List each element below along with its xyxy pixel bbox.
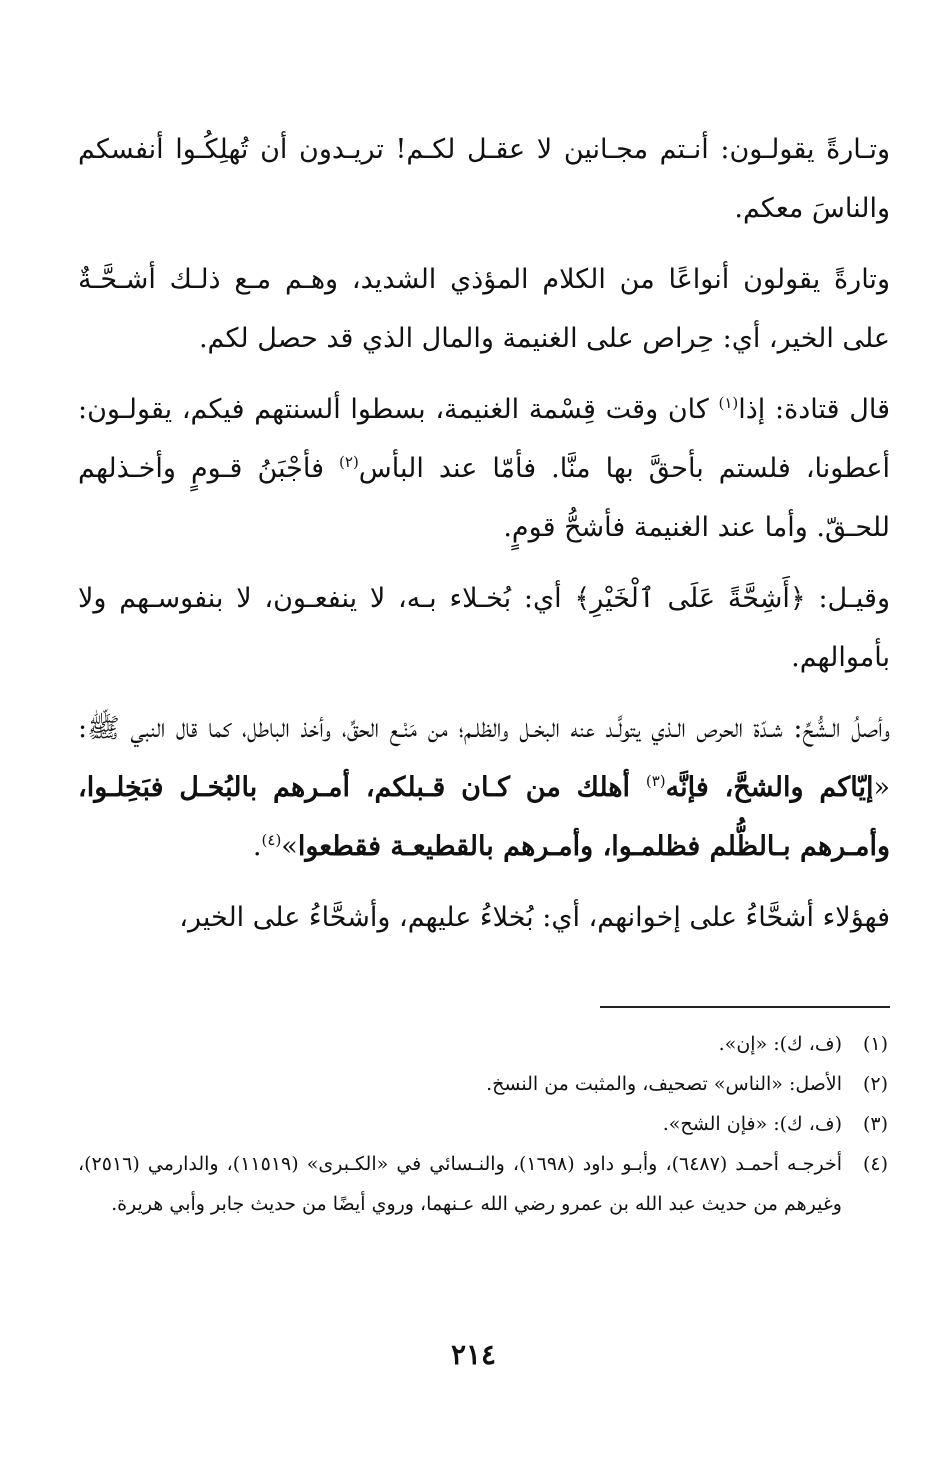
hadith-text: إيّاكم والشحَّ، فإنَّه bbox=[665, 772, 874, 803]
footnote-number: (٢) bbox=[862, 1073, 888, 1095]
text-segment: وتـارةً يقولـون: أنـتم مجـانين لا عقـل لكـم! تريـدون أن تُهلِكُـوا أنفسكم والناسَ معكم. bbox=[78, 134, 890, 224]
footnote-text: (ف، ك): «فإن الشح». bbox=[662, 1113, 842, 1135]
text-segment: . bbox=[252, 831, 262, 862]
paragraph-2 bbox=[78, 250, 890, 368]
footnote-2 bbox=[78, 1064, 888, 1104]
hadith-text: أهلك من كـان قـبلكم، أمـرهم بالبُخـل فبَخِلـوا، وأمـرهم بـالظُّلم فظلمـوا، وأمـرهم بالقطيعـة فقطعوا bbox=[78, 772, 890, 862]
paragraph-1 bbox=[78, 120, 890, 238]
text-segment: فأجْبَنُ قـومٍ وأخـذلهم للحـقّ. وأما عند الغنيمة فأشحُّ قومٍ. bbox=[78, 453, 890, 543]
footnote-marker: (٢) bbox=[339, 453, 359, 471]
text-segment: وأصلُ الـشُّحِّ: شـدّة الحرص الـذي يتولَّـد عنه البخـل والظلـم؛ من مَنْـع الحقِّ، وأخذ الباطل، كما قال النبي ﷺ: « bbox=[78, 713, 890, 803]
footnote-number: (٤) bbox=[862, 1153, 888, 1175]
footnote-text: الأصل: «الناس» تصحيف، والمثبت من النسخ. bbox=[486, 1073, 842, 1095]
footnote-divider bbox=[600, 1006, 890, 1008]
footnote-text: (ف، ك): «إن». bbox=[718, 1033, 842, 1055]
footnote-1 bbox=[78, 1024, 888, 1064]
paragraph-4 bbox=[78, 569, 890, 687]
footnote-marker: (١) bbox=[718, 394, 739, 412]
page-number: ٢١٤ bbox=[450, 1338, 497, 1371]
text-segment: قال قتادة: إذا bbox=[738, 394, 890, 425]
footnote-marker: (٤) bbox=[261, 831, 282, 849]
footnote-number: (١) bbox=[862, 1033, 888, 1055]
text-segment: وتارةً يقولون أنواعًا من الكلام المؤذي الشديد، وهـم مـع ذلـك أشـحَّـةٌ على الخير، أي: حِراص على الغنيمة والمال الذي قد حصل لكم. bbox=[78, 264, 890, 354]
footnote-4 bbox=[78, 1144, 888, 1224]
footnotes bbox=[78, 1024, 888, 1224]
footnote-3 bbox=[78, 1104, 888, 1144]
text-segment: وقيـل: ﴿أَشِحَّةً عَلَى ٱلْخَيْرِ﴾ أي: بُخـلاء بـه، لا ينفعـون، لا بنفوسـهم ولا بأموالهم. bbox=[78, 583, 890, 673]
footnote-text: أخرجـه أحمـد (٦٤٨٧)، وأبـو داود (١٦٩٨)، والنـسائي في «الكـبرى» (١١٥١٩)، والدارمي (٢٥١٦)، وغيرهم من حديث عبد الله بن عمرو رضي الله عـنهما، وروي أيضًا من حديث جابر وأبي هريرة. bbox=[78, 1153, 842, 1215]
main-text bbox=[78, 120, 890, 959]
paragraph-6 bbox=[78, 888, 890, 947]
text-segment: » bbox=[281, 831, 298, 862]
footnote-marker: (٣) bbox=[645, 772, 666, 790]
text-segment: فهؤلاء أشحَّاءُ على إخوانهم، أي: بُخلاءُ عليهم، وأشحَّاءُ على الخير، bbox=[179, 902, 890, 933]
paragraph-5 bbox=[78, 699, 890, 876]
footnote-number: (٣) bbox=[862, 1113, 888, 1135]
paragraph-3 bbox=[78, 380, 890, 557]
text-segment: كان وقت قِسْمة الغنيمة، بسطوا ألسنتهم فيكم، يقولـون: أعطونا، فلستم بأحقَّ بها منَّا. فأمّا عند البأس bbox=[78, 394, 890, 484]
